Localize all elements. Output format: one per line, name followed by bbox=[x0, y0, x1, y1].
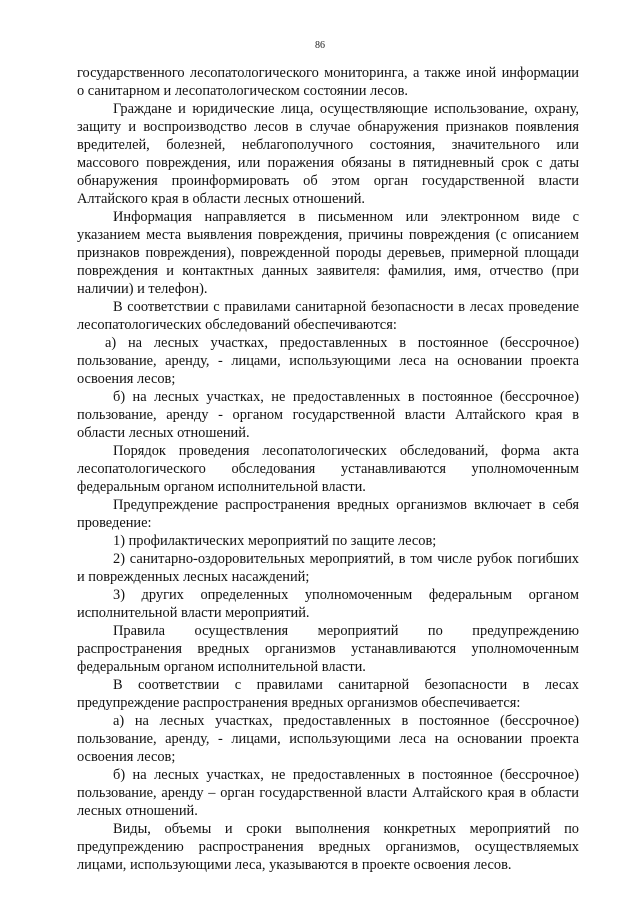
paragraph: Правила осуществления мероприятий по предупреждению распространения вредных организмов устанавливаются уполномоченным федеральным органом исполнительной власти. bbox=[77, 623, 579, 675]
paragraph: В соответствии с правилами санитарной безопасности в лесах предупреждение распространения вредных организмов обеспечивается: bbox=[77, 677, 579, 711]
paragraph-continuation: государственного лесопатологического мониторинга, а также иной информации о санитарном и лесопатологическом состоянии лесов. bbox=[77, 65, 579, 99]
list-item: а) на лесных участках, предоставленных в постоянное (бессрочное) пользование, аренду, - лицами, использующими леса на основании проекта освоения лесов; bbox=[77, 335, 579, 387]
list-item: б) на лесных участках, не предоставленных в постоянное (бессрочное) пользование, аренду - органом государственной власти Алтайского края в области лесных отношений. bbox=[77, 389, 579, 441]
paragraph: Граждане и юридические лица, осуществляющие использование, охрану, защиту и воспроизводство лесов в случае обнаружения признаков появления вредителей, болезней, неблагополучного состояния, значительного или массового повреждения, или поражения обязаны в пятидневный срок с даты обнаружения проинформировать об этом орган государственной власти Алтайского края в области лесных отношений. bbox=[77, 101, 579, 207]
page-number: 86 bbox=[315, 40, 325, 51]
paragraph: Информация направляется в письменном или электронном виде с указанием места выявления повреждения, причины повреждения (с описанием признаков повреждения), поврежденной породы деревьев, примерной площади повреждения и контактных данных заявителя: фамилия, имя, отчество (при наличии) и телефон). bbox=[77, 209, 579, 297]
paragraph: Порядок проведения лесопатологических обследований, форма акта лесопатологического обследования устанавливаются уполномоченным федеральным органом исполнительной власти. bbox=[77, 443, 579, 495]
list-item: 3) других определенных уполномоченным федеральным органом исполнительной власти мероприятий. bbox=[77, 587, 579, 621]
paragraph: В соответствии с правилами санитарной безопасности в лесах проведение лесопатологических обследований обеспечиваются: bbox=[77, 299, 579, 333]
list-item: 1) профилактических мероприятий по защите лесов; bbox=[113, 533, 437, 549]
document-body bbox=[77, 64, 579, 874]
paragraph: Предупреждение распространения вредных организмов включает в себя проведение: bbox=[77, 497, 579, 531]
paragraph: Виды, объемы и сроки выполнения конкретных мероприятий по предупреждению распространения вредных организмов, осуществляемых лицами, использующими леса, указываются в проекте освоения лесов. bbox=[77, 821, 579, 873]
list-item: б) на лесных участках, не предоставленных в постоянное (бессрочное) пользование, аренду – орган государственной власти Алтайского края в области лесных отношений. bbox=[77, 767, 579, 819]
list-item: а) на лесных участках, предоставленных в постоянное (бессрочное) пользование, аренду, - лицами, использующими леса на основании проекта освоения лесов; bbox=[77, 713, 579, 765]
list-item: 2) санитарно-оздоровительных мероприятий, в том числе рубок погибших и поврежденных лесных насаждений; bbox=[77, 551, 579, 585]
